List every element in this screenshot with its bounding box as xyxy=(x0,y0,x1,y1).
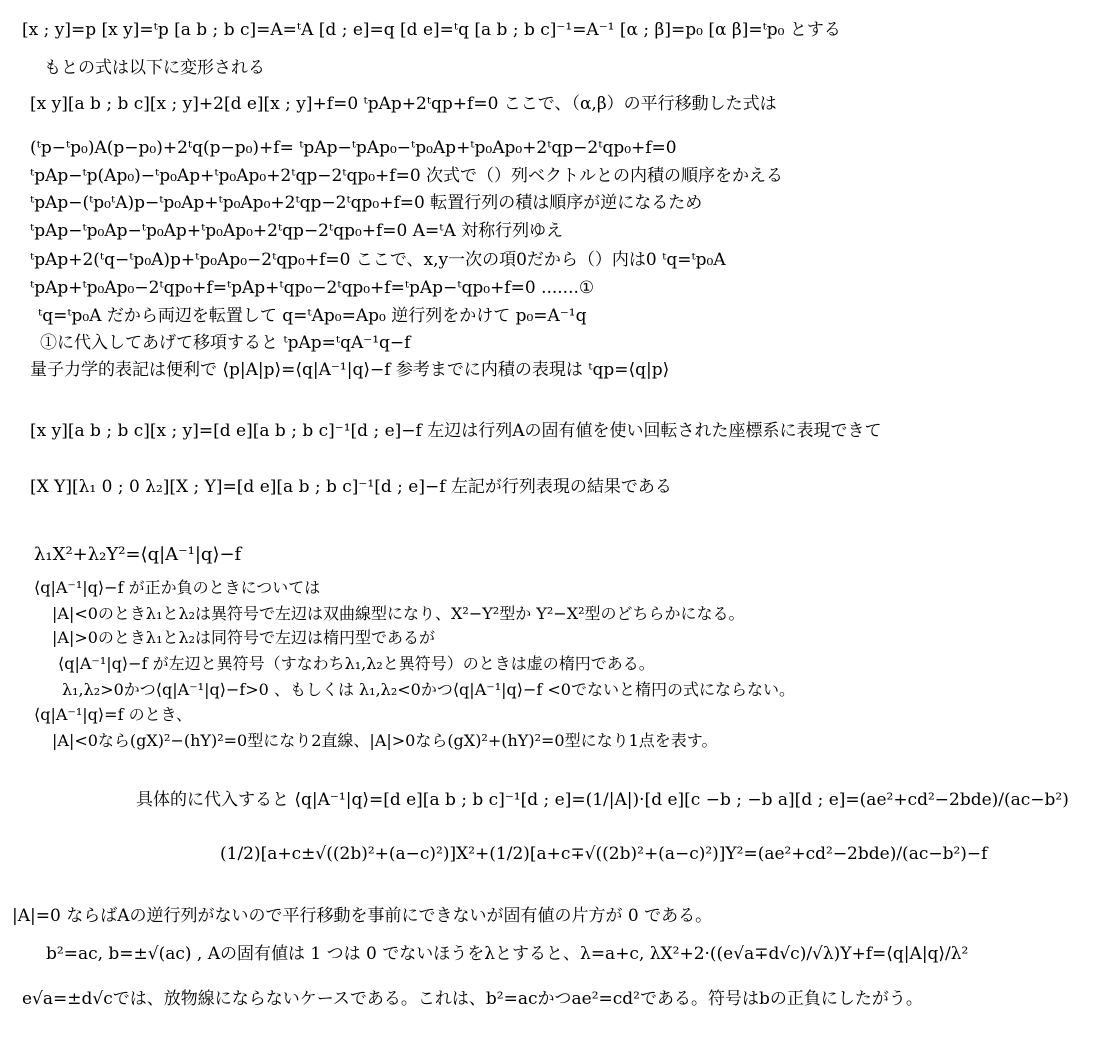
line-expansion-5: ᵗpAp+2(ᵗq−ᵗp₀A)p+ᵗp₀Ap₀−2ᵗqp₀+f=0 ここで、x,y一次の項0だから（）内は0 ᵗq=ᵗp₀A xyxy=(30,250,726,270)
line-equation-1: ᵗpAp+ᵗp₀Ap₀−2ᵗqp₀+f=ᵗpAp+ᵗqp₀−2ᵗqp₀+f=ᵗpAp−ᵗqp₀+f=0 .......① xyxy=(30,278,595,298)
line-concrete-substitution: 具体的に代入すると ⟨q|A⁻¹|q⟩=[d e][a b ; b c]⁻¹[d ; e]=(1/|A|)·[d e][c −b ; −b a][d ; e]=(ae²+cd²−2bde)/(ac−b²) xyxy=(136,790,1069,810)
line-singular-case: |A|=0 ならばAの逆行列がないので平行移動を事前にできないが固有値の片方が 0 である。 xyxy=(12,906,713,926)
line-degenerate: |A|<0なら(gX)²−(hY)²=0型になり2直線、|A|>0なら(gX)²+(hY)²=0型になり1点を表す。 xyxy=(52,731,718,750)
line-expansion-2: ᵗpAp−ᵗp(Ap₀)−ᵗp₀Ap+ᵗp₀Ap₀+2ᵗqp−2ᵗqp₀+f=0 次式で（）列ベクトルとの内積の順序をかえる xyxy=(30,166,784,186)
line-imaginary-ellipse: ⟨q|A⁻¹|q⟩−f が左辺と異符号（すなわちλ₁,λ₂と異符号）のときは虚の楕円である。 xyxy=(58,654,655,673)
line-definitions: [x ; y]=p [x y]=ᵗp [a b ; b c]=A=ᵗA [d ; e]=q [d e]=ᵗq [a b ; b c]⁻¹=A⁻¹ [α ; β]=p₀ [α β]=ᵗp₀ とする xyxy=(22,20,841,40)
line-final-equation: (1/2)[a+c±√((2b)²+(a−c)²)]X²+(1/2)[a+c∓√((2b)²+(a−c)²)]Y²=(ae²+cd²−2bde)/(ac−b²)−f xyxy=(220,844,988,864)
line-matrix-form: [x y][a b ; b c][x ; y]=[d e][a b ; b c]⁻¹[d ; e]−f 左辺は行列Aの固有値を使い回転された座標系に表現できて xyxy=(30,421,882,441)
line-expansion-4: ᵗpAp−ᵗp₀Ap−ᵗp₀Ap+ᵗp₀Ap₀+2ᵗqp−2ᵗqp₀+f=0 A=ᵗA 対称行列ゆえ xyxy=(30,221,564,241)
line-sign-cases: ⟨q|A⁻¹|q⟩−f が正か負のときについては xyxy=(34,578,321,597)
line-transpose: ᵗq=ᵗp₀A だから両辺を転置して q=ᵗAp₀=Ap₀ 逆行列をかけて p₀=A⁻¹q xyxy=(38,306,587,326)
line-original-equation: [x y][a b ; b c][x ; y]+2[d e][x ; y]+f=0 ᵗpAp+2ᵗqp+f=0 ここで、（α,β）の平行移動した式は xyxy=(30,94,777,114)
line-transform-intro: もとの式は以下に変形される xyxy=(44,58,265,78)
line-equal-case: ⟨q|A⁻¹|q⟩=f のとき、 xyxy=(34,705,192,724)
line-eigen-equation: λ₁X²+λ₂Y²=⟨q|A⁻¹|q⟩−f xyxy=(34,544,242,565)
line-expansion-3: ᵗpAp−(ᵗp₀ᵗA)p−ᵗp₀Ap+ᵗp₀Ap₀+2ᵗqp−2ᵗqp₀+f=0 転置行列の積は順序が逆になるため xyxy=(30,193,703,213)
line-parabola-note: e√a=±d√cでは、放物線にならないケースである。これは、b²=acかつae²=cd²である。符号はbの正負にしたがう。 xyxy=(22,989,923,1009)
line-bra-ket: 量子力学的表記は便利で ⟨p|A|p⟩=⟨q|A⁻¹|q⟩−f 参考までに内積の表現は ᵗqp=⟨q|p⟩ xyxy=(30,360,670,380)
line-ellipse-condition: λ₁,λ₂>0かつ⟨q|A⁻¹|q⟩−f>0 、もしくは λ₁,λ₂<0かつ⟨q|A⁻¹|q⟩−f <0でないと楕円の式にならない。 xyxy=(62,680,795,699)
line-expansion-1: (ᵗp−ᵗp₀)A(p−p₀)+2ᵗq(p−p₀)+f= ᵗpAp−ᵗpAp₀−ᵗp₀Ap+ᵗp₀Ap₀+2ᵗqp−2ᵗqp₀+f=0 xyxy=(30,138,677,158)
line-diagonal-form: [X Y][λ₁ 0 ; 0 λ₂][X ; Y]=[d e][a b ; b c]⁻¹[d ; e]−f 左記が行列表現の結果である xyxy=(30,477,672,497)
line-ellipse-case: |A|>0のときλ₁とλ₂は同符号で左辺は楕円型であるが xyxy=(52,628,436,647)
line-substitute: ①に代入してあげて移項すると ᵗpAp=ᵗqA⁻¹q−f xyxy=(40,333,411,353)
line-parabola-equation: b²=ac, b=±√(ac) , Aの固有値は 1 つは 0 でないほうをλとすると、λ=a+c, λX²+2·((e√a∓d√c)/√λ)Y+f=⟨q|A|q⟩/λ² xyxy=(46,944,969,964)
line-hyperbola-case: |A|<0のときλ₁とλ₂は異符号で左辺は双曲線型になり、X²−Y²型か Y²−X²型のどちらかになる。 xyxy=(52,604,745,623)
